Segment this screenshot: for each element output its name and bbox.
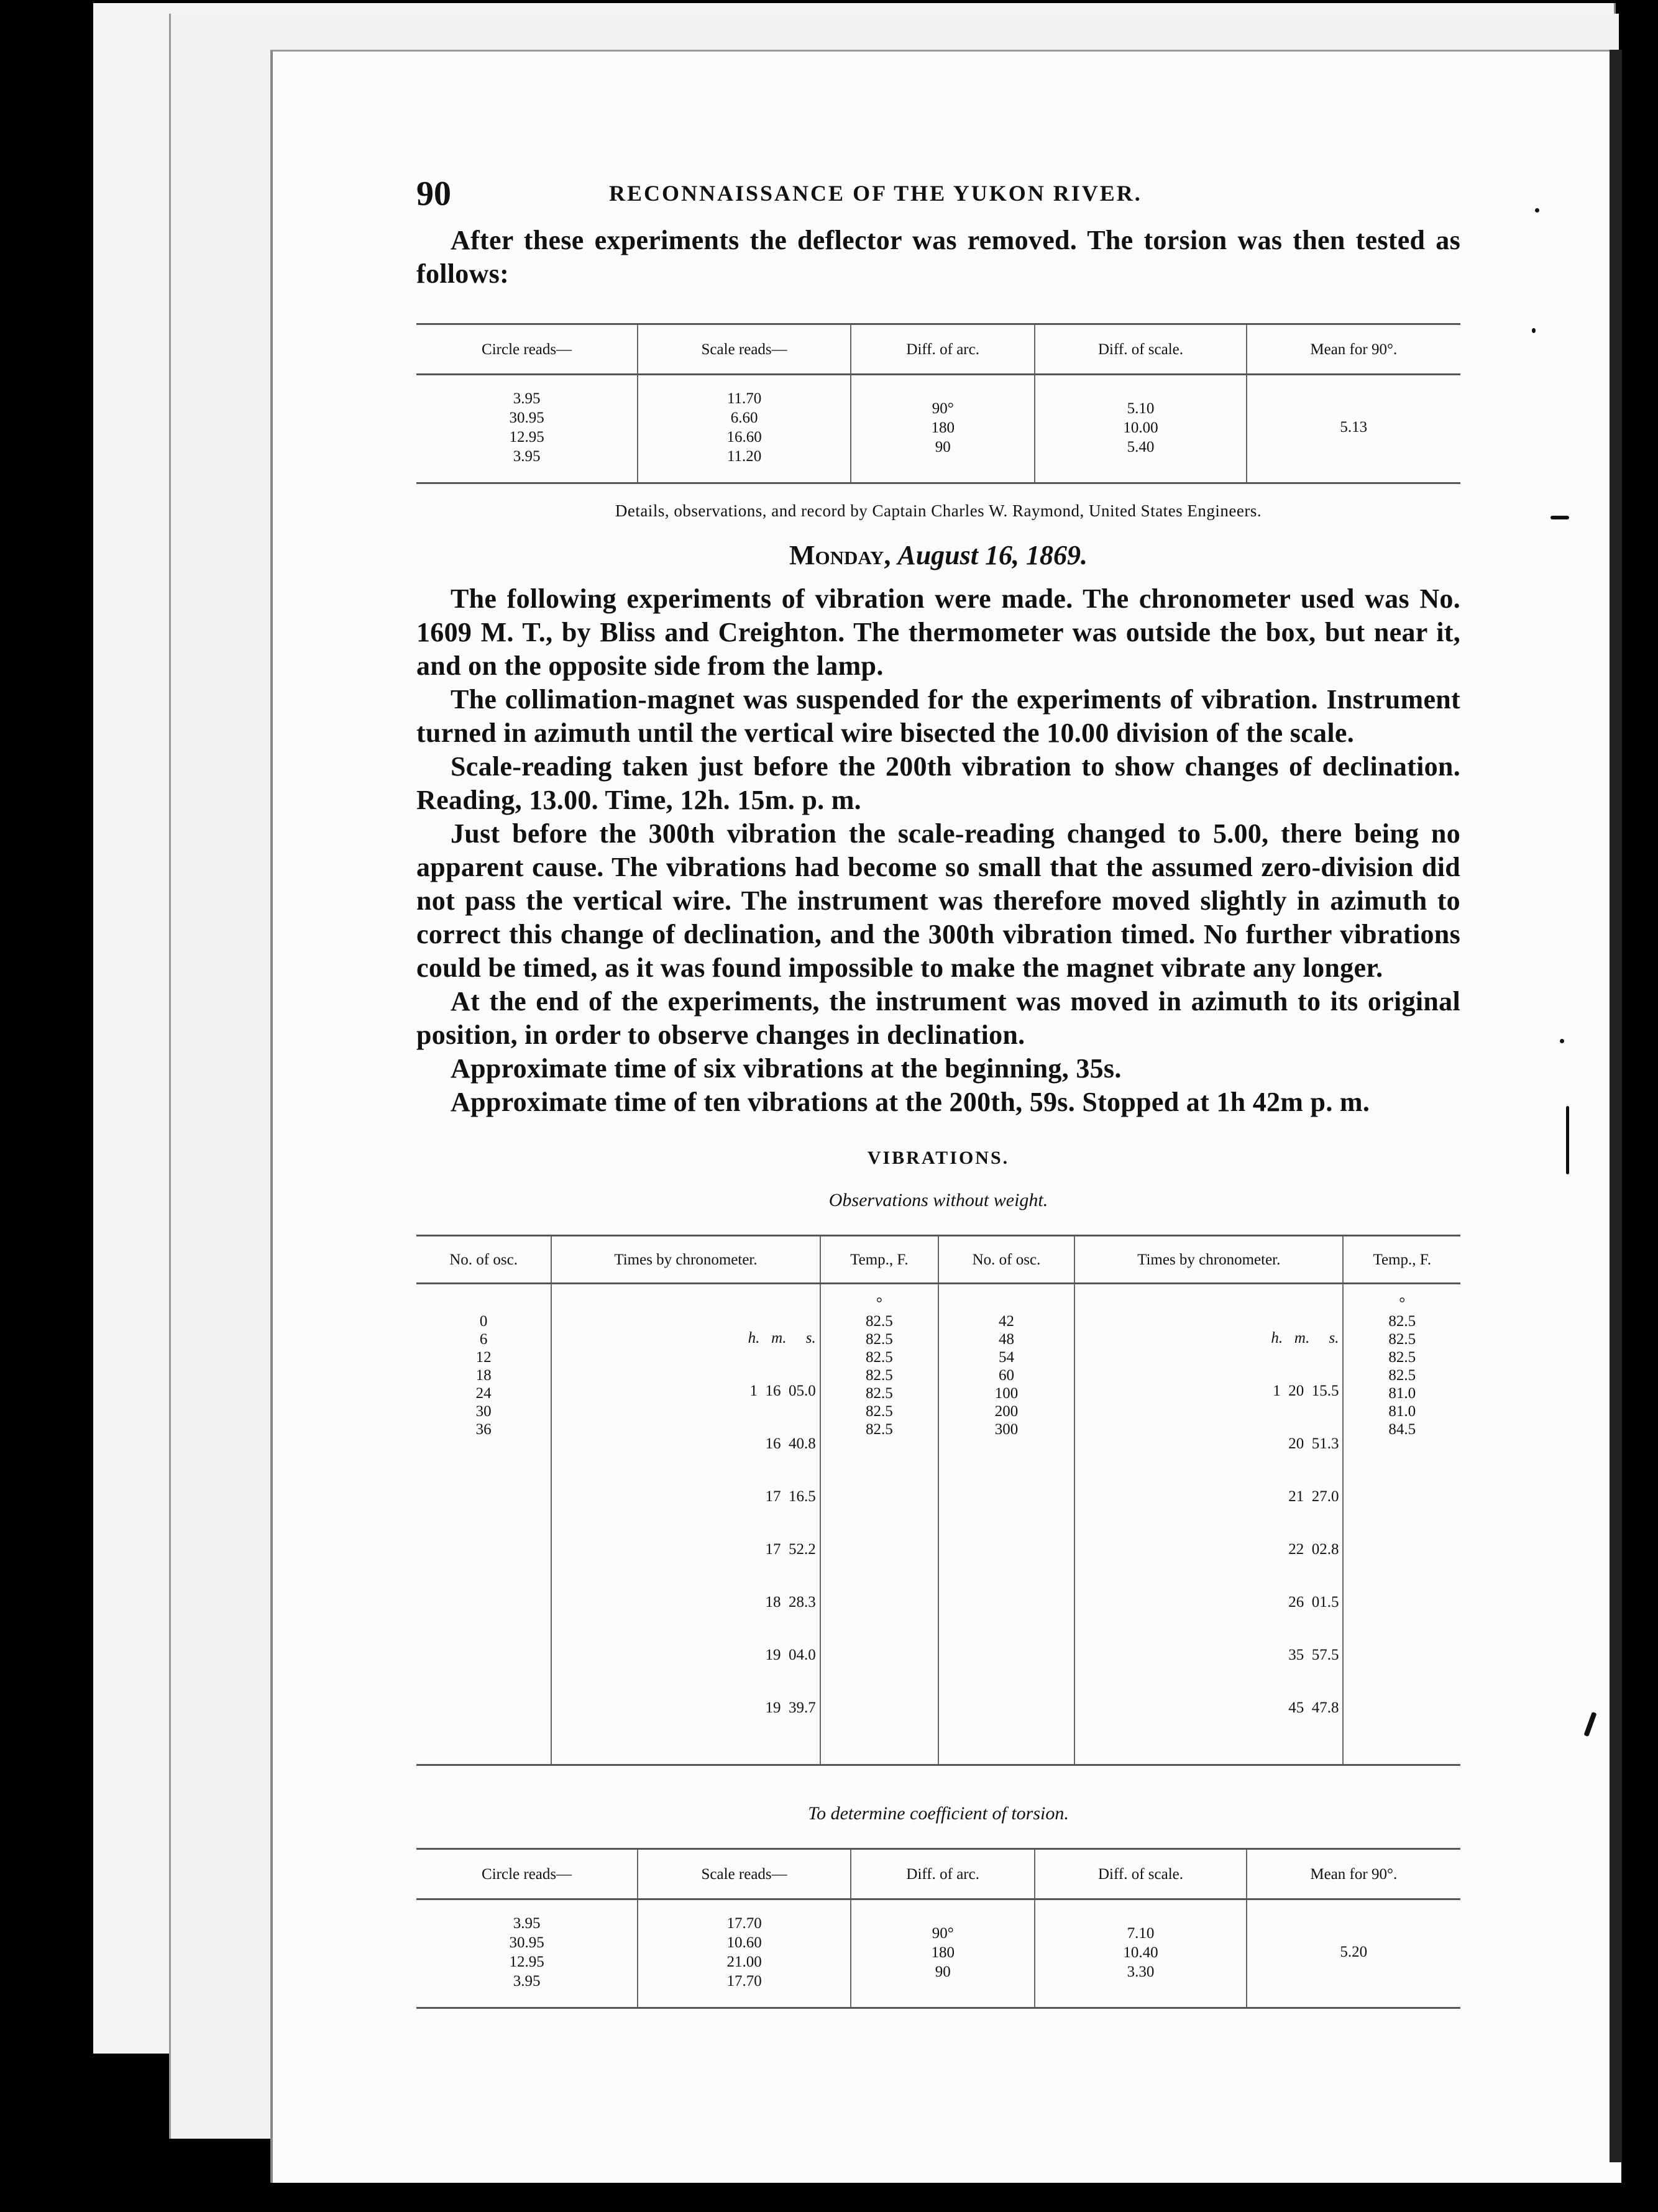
time-value: 17 16.5 <box>765 1488 816 1505</box>
temp-value: 82.5 <box>865 1421 893 1438</box>
circle-value: 12.95 <box>509 1954 544 1970</box>
credit-line: Details, observations, and record by Captain Charles W. Raymond, United States Engineers. <box>615 501 1262 520</box>
temp-value: 82.5 <box>865 1367 893 1384</box>
paragraph-chronometer: The following experiments of vibration were made. The chronometer used was No. 1609 M. T., by Bliss and Creighton. The thermometer was outside the box, but near it, and on the opposite side from the lamp. <box>416 583 1460 681</box>
margin-speck <box>1550 516 1569 519</box>
time-value: 35 57.5 <box>1288 1647 1339 1663</box>
col-header-circle: Circle reads— <box>416 1849 638 1899</box>
vibrations-subtitle: Observations without weight. <box>828 1190 1048 1210</box>
scale-cell <box>638 1899 851 2008</box>
osc-value: 300 <box>994 1421 1019 1438</box>
osc-value: 12 <box>475 1349 492 1366</box>
arc-value: 180 <box>931 419 955 436</box>
arc-value: 180 <box>931 1944 955 1961</box>
col-header-osc: No. of osc. <box>938 1236 1074 1284</box>
mean-cell: 5.13 <box>1247 375 1460 483</box>
temp-value: 84.5 <box>1388 1421 1416 1438</box>
temp-value: 82.5 <box>1388 1313 1416 1330</box>
date-heading <box>416 539 1460 571</box>
col-header-circle: Circle reads— <box>416 324 638 375</box>
time-units: h. m. s. <box>748 1330 816 1346</box>
osc-cell-right <box>938 1284 1074 1765</box>
time-value: 18 28.3 <box>765 1594 816 1611</box>
osc-value: 36 <box>475 1421 492 1438</box>
book-binding-edge <box>1610 50 1622 2162</box>
diff-scale-value: 5.40 <box>1127 438 1155 455</box>
torsion-test-table-1 <box>416 323 1460 484</box>
temp-cell-right <box>1343 1284 1460 1765</box>
col-header-times: Times by chronometer. <box>1074 1236 1343 1284</box>
paragraph-ten-vibrations: Approximate time of ten vibrations at the 200th, 59s. Stopped at 1h 42m p. m. <box>451 1087 1370 1117</box>
arc-value: 90 <box>935 438 951 455</box>
col-header-scale: Scale reads— <box>638 324 851 375</box>
margin-speck <box>1560 1039 1564 1043</box>
times-cell-left <box>551 1284 820 1765</box>
paragraph-scale-reading: Scale-reading taken just before the 200th vibration to show changes of declination. Reading, 13.00. Time, 12h. 15m. p. m. <box>416 751 1460 815</box>
col-header-times: Times by chronometer. <box>551 1236 820 1284</box>
scale-value: 17.70 <box>726 1915 762 1932</box>
margin-speck <box>1532 328 1536 333</box>
vibrations-table <box>416 1235 1460 1766</box>
diff-scale-cell <box>1035 1899 1246 2008</box>
temp-value: 82.5 <box>1388 1349 1416 1366</box>
margin-speck <box>1535 208 1539 213</box>
temp-units: ° <box>1399 1295 1406 1312</box>
circle-value: 3.95 <box>513 390 541 407</box>
torsion-coefficient-table <box>416 1848 1460 2009</box>
page-header <box>416 174 1460 224</box>
circle-value: 3.95 <box>513 1973 541 1990</box>
scale-value: 11.70 <box>726 390 762 407</box>
paragraph-end-experiments: At the end of the experiments, the instrument was moved in azimuth to its original position, in order to observe changes in declination. <box>416 986 1460 1050</box>
temp-value: 82.5 <box>865 1403 893 1420</box>
col-header-temp: Temp., F. <box>1343 1236 1460 1284</box>
circle-cell <box>416 1899 638 2008</box>
time-value: 1 20 15.5 <box>1273 1382 1339 1399</box>
circle-value: 30.95 <box>509 409 544 426</box>
osc-value: 42 <box>998 1313 1014 1330</box>
temp-units: ° <box>876 1295 882 1312</box>
temp-value: 82.5 <box>865 1349 893 1366</box>
page-number: 90 <box>416 175 451 213</box>
temp-value: 82.5 <box>1388 1367 1416 1384</box>
col-header-diff-scale: Diff. of scale. <box>1035 324 1246 375</box>
diff-scale-value: 10.00 <box>1123 419 1158 436</box>
date-weekday: Monday, <box>789 540 891 570</box>
diff-scale-value: 7.10 <box>1127 1924 1155 1942</box>
page-content <box>416 174 1460 2009</box>
date-text: August 16, 1869. <box>897 540 1088 570</box>
time-value: 19 04.0 <box>765 1647 816 1663</box>
paragraph-six-vibrations: Approximate time of six vibrations at the beginning, 35s. <box>451 1053 1122 1084</box>
scale-value: 16.60 <box>726 429 762 446</box>
osc-value: 48 <box>998 1331 1014 1348</box>
diff-scale-value: 3.30 <box>1127 1963 1155 1980</box>
time-value: 26 01.5 <box>1288 1594 1339 1611</box>
col-header-mean: Mean for 90°. <box>1247 1849 1460 1899</box>
arc-cell <box>851 1899 1035 2008</box>
arc-value: 90° <box>932 400 954 417</box>
torsion-subtitle: To determine coefficient of torsion. <box>808 1803 1069 1824</box>
paragraph-collimation: The collimation-magnet was suspended for the experiments of vibration. Instrument turned in azimuth until the vertical wire bisected the 10.00 division of the scale. <box>416 684 1460 748</box>
osc-value: 60 <box>998 1367 1014 1384</box>
vibrations-title: VIBRATIONS. <box>867 1148 1010 1168</box>
time-value: 1 16 05.0 <box>749 1382 816 1399</box>
arc-value: 90 <box>935 1963 951 1980</box>
diff-scale-value: 5.10 <box>1127 400 1155 417</box>
time-value: 19 39.7 <box>765 1699 816 1716</box>
intro-paragraph: After these experiments the deflector was removed. The torsion was then tested as follows: <box>416 225 1460 289</box>
temp-value: 81.0 <box>1388 1385 1416 1402</box>
osc-value: 6 <box>479 1331 488 1348</box>
table-row <box>416 1284 1460 1765</box>
mean-cell: 5.20 <box>1247 1899 1460 2008</box>
paragraph-300th-vibration: Just before the 300th vibration the scale-reading changed to 5.00, there being no apparent cause. The vibrations had become so small that the assumed zero-division did not pass the vertical wire. The instrument was therefore moved slightly in azimuth to correct this change of declination, and the 300th vibration timed. No further vibrations could be timed, as it was found impossible to make the magnet vibrate any longer. <box>416 818 1460 983</box>
circle-value: 30.95 <box>509 1934 544 1951</box>
temp-value: 82.5 <box>865 1385 893 1402</box>
scale-value: 17.70 <box>726 1973 762 1990</box>
osc-cell-left <box>416 1284 551 1765</box>
arc-value: 90° <box>932 1924 954 1942</box>
times-cell-right <box>1074 1284 1343 1765</box>
col-header-arc: Diff. of arc. <box>851 324 1035 375</box>
running-head: RECONNAISSANCE OF THE YUKON RIVER. <box>609 181 1142 206</box>
diff-scale-cell <box>1035 375 1246 483</box>
osc-value: 100 <box>994 1385 1019 1402</box>
table-row <box>416 375 1460 483</box>
col-header-diff-scale: Diff. of scale. <box>1035 1849 1246 1899</box>
osc-value: 18 <box>475 1367 492 1384</box>
circle-cell <box>416 375 638 483</box>
temp-cell-left <box>820 1284 938 1765</box>
osc-value: 200 <box>994 1403 1019 1420</box>
scale-cell <box>638 375 851 483</box>
scale-value: 21.00 <box>726 1954 762 1970</box>
time-value: 22 02.8 <box>1288 1541 1339 1558</box>
osc-value: 54 <box>998 1349 1014 1366</box>
table-row <box>416 1899 1460 2008</box>
scale-value: 11.20 <box>726 448 762 465</box>
osc-value: 30 <box>475 1403 492 1420</box>
time-value: 20 51.3 <box>1288 1435 1339 1452</box>
time-value: 17 52.2 <box>765 1541 816 1558</box>
temp-value: 81.0 <box>1388 1403 1416 1420</box>
time-units: h. m. s. <box>1271 1330 1339 1346</box>
osc-value: 0 <box>479 1313 488 1330</box>
circle-value: 3.95 <box>513 448 541 465</box>
arc-cell <box>851 375 1035 483</box>
col-header-arc: Diff. of arc. <box>851 1849 1035 1899</box>
col-header-scale: Scale reads— <box>638 1849 851 1899</box>
scale-value: 10.60 <box>726 1934 762 1951</box>
col-header-temp: Temp., F. <box>820 1236 938 1284</box>
osc-value: 24 <box>475 1385 492 1402</box>
col-header-mean: Mean for 90°. <box>1247 324 1460 375</box>
temp-value: 82.5 <box>865 1331 893 1348</box>
temp-value: 82.5 <box>865 1313 893 1330</box>
col-header-osc: No. of osc. <box>416 1236 551 1284</box>
diff-scale-value: 10.40 <box>1123 1944 1158 1961</box>
margin-speck <box>1566 1106 1569 1174</box>
scale-value: 6.60 <box>730 409 758 426</box>
temp-value: 82.5 <box>1388 1331 1416 1348</box>
circle-value: 3.95 <box>513 1915 541 1932</box>
time-value: 16 40.8 <box>765 1435 816 1452</box>
time-value: 45 47.8 <box>1288 1699 1339 1716</box>
time-value: 21 27.0 <box>1288 1488 1339 1505</box>
circle-value: 12.95 <box>509 429 544 446</box>
